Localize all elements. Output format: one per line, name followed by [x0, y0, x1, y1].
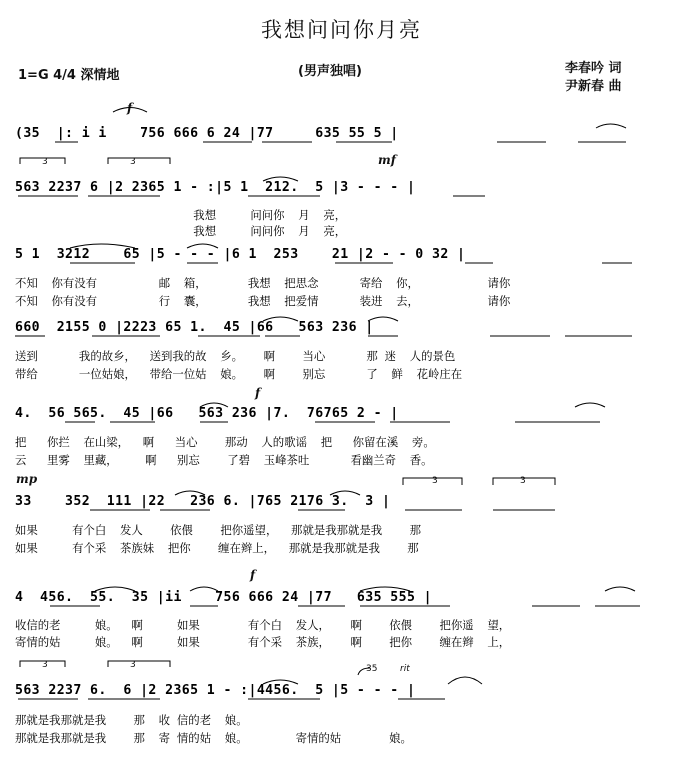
- notation-row: 4 456. 55. 35 |ii 756 666 24 |77 635 555 |: [15, 590, 432, 605]
- lyric-verse-1: 把 你拦 在山梁， 啊 当心 那动 人的歌谣 把 你留在溪 旁。: [15, 435, 435, 449]
- lyric-verse-2: 云 里雾 里藏， 啊 别忘 了碧 玉峰茶吐 看幽兰奇 香。: [15, 453, 433, 467]
- lyric-verse-2: 我想 问问你 月 亮，: [15, 224, 347, 238]
- dynamic-forte: f: [127, 101, 133, 115]
- notation-row: 33 352 111 |22 236 6. |765 2176 3. 3 |: [15, 494, 391, 509]
- lyric-verse-1: 那就是我那就是我 那 收 信的老 娘。: [15, 713, 248, 727]
- lyric-verse-2: 如果 有个采 茶族妹 把你 缠在辫上， 那就是我那就是我 那: [15, 541, 419, 555]
- lyric-verse-1: 如果 有个白 发人 依偎 把你遥望， 那就是我那就是我 那: [15, 523, 421, 537]
- lyricist-credit: 李春吟 词: [565, 61, 622, 76]
- lyric-verse-2: 寄情的姑 娘。 啊 如果 有个采 茶族， 啊 把你 缠在辫 上，: [15, 635, 511, 649]
- tempo-ritardando: rit: [400, 664, 410, 674]
- notation-row: (35 |: i i 756 666 6 24 |77 635 55 5 |: [15, 126, 399, 141]
- lyric-verse-1: 我想 问问你 月 亮，: [15, 208, 347, 222]
- lyric-verse-2: 不知 你有没有 行 囊， 我想 把爱情 装进 去， 请你: [15, 294, 511, 308]
- dynamic-forte: f: [255, 386, 261, 400]
- notation-row: 660 2155 0 |2223 65 1. 45 |66 563 236 |: [15, 320, 374, 335]
- lyric-verse-1: 收信的老 娘。 啊 如果 有个白 发人， 啊 依偎 把你遥 望，: [15, 618, 511, 632]
- dynamic-forte: f: [250, 568, 256, 582]
- key-signature: 1=G 4/4 深情地: [18, 68, 120, 83]
- triplet-mark: 3: [520, 476, 526, 486]
- triplet-mark: 3: [130, 660, 136, 670]
- notation-row: 563 2237 6 |2 2365 1 - :|5 1 212. 5 |3 - - - |: [15, 180, 416, 195]
- triplet-mark: 3: [42, 157, 48, 167]
- song-title: 我想问问你月亮: [261, 18, 422, 42]
- tempo-bpm: 35: [366, 664, 378, 674]
- notation-row: 5 1 3212 65 |5 - - - |6 1 253 21 |2 - - 0 32 |: [15, 247, 466, 262]
- lyric-verse-2: 那就是我那就是我 那 寄 情的姑 娘。 寄情的姑 娘。: [15, 731, 412, 745]
- triplet-mark: 3: [42, 660, 48, 670]
- subtitle: (男声独唱): [298, 64, 362, 79]
- dynamic-mezzo-forte: mf: [378, 153, 396, 167]
- lyric-verse-1: 送到 我的故乡， 送到我的故 乡。 啊 当心 那 迷 人的景色: [15, 349, 456, 363]
- composer-credit: 尹新春 曲: [565, 79, 622, 94]
- lyric-verse-1: 不知 你有没有 邮 箱， 我想 把思念 寄给 你， 请你: [15, 276, 511, 290]
- notation-row: 4. 56 565. 45 |66 563 236 |7. 76765 2 - |: [15, 406, 399, 421]
- triplet-mark: 3: [130, 157, 136, 167]
- triplet-mark: 3: [432, 476, 438, 486]
- lyric-verse-2: 带给 一位姑娘， 带给一位姑 娘。 啊 别忘 了 鲜 花岭庄在: [15, 367, 463, 381]
- notation-row: 563 2237 6. 6 |2 2365 1 - :|4456. 5 |5 - - - |: [15, 683, 416, 698]
- dynamic-mezzo-piano: mp: [16, 472, 38, 486]
